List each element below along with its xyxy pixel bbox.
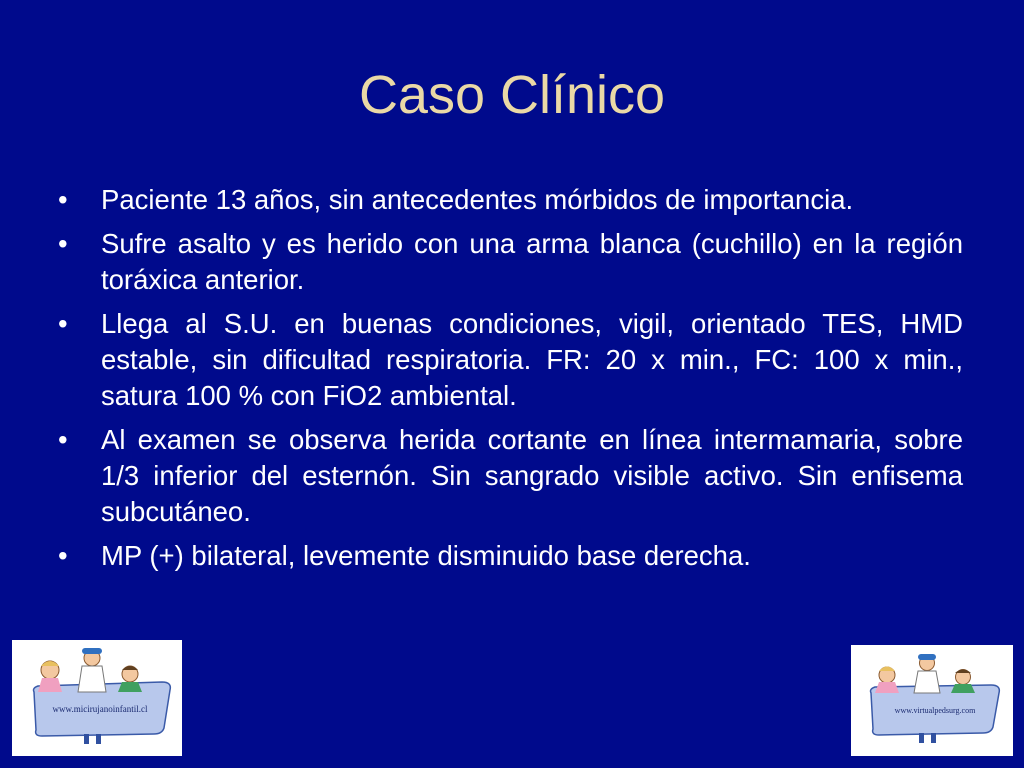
bullet-marker: • [58,540,68,571]
bullet-text: MP (+) bilateral, levemente disminuido base derecha. [101,540,751,571]
slide-title: Caso Clínico [358,65,666,125]
bullet-item [58,538,963,574]
bullet-text: Al examen se observa herida cortante en línea intermamaria, sobre 1/3 inferior del esternón. Sin sangrado visible activo. Sin enfisema subcutáneo. [101,424,963,527]
pediatric-surgeon-children-logo-icon [12,640,182,756]
bullet-marker: • [58,424,68,455]
bullet-item [58,226,963,298]
bullet-marker: • [58,184,68,215]
bullet-item [58,422,963,530]
bullet-item [58,182,963,218]
pediatric-surgeon-children-logo-icon [851,645,1013,756]
bullet-text: Sufre asalto y es herido con una arma blanca (cuchillo) en la región toráxica anterior. [101,228,963,295]
bullet-text: Paciente 13 años, sin antecedentes mórbidos de importancia. [101,184,854,215]
bullet-text: Llega al S.U. en buenas condiciones, vigil, orientado TES, HMD estable, sin dificultad respiratoria. FR: 20 x min., FC: 100 x min., satura 100 % con FiO2 ambiental. [101,308,963,411]
logo-url-text: www.virtualpedsurg.com [894,706,976,715]
logo-url-text: www.micirujanoinfantil.cl [52,704,148,714]
bullet-list [58,182,963,582]
micirujanoinfantil-logo [12,640,182,756]
bullet-marker: • [58,308,68,339]
virtualpedsurg-logo [851,645,1013,756]
bullet-item [58,306,963,414]
bullet-marker: • [58,228,68,259]
